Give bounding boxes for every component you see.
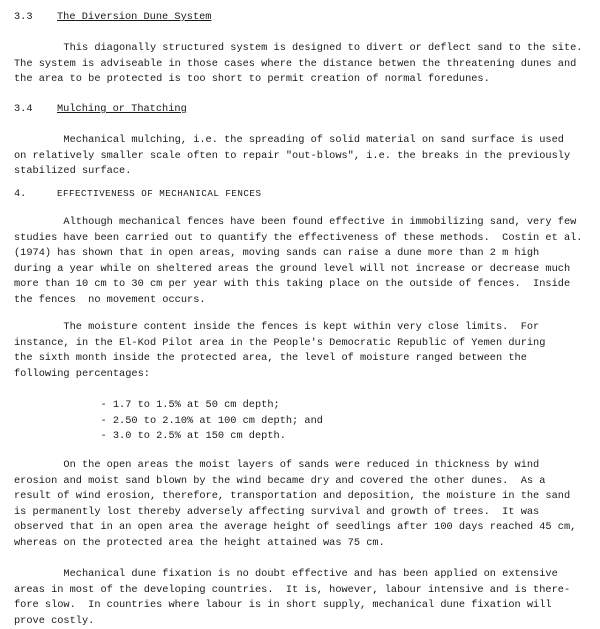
paragraph-line: during a year while on sheltered areas the ground level will not increase or decrease much: [14, 262, 571, 275]
paragraph-line: This diagonally structured system is designed to divert or deflect sand to the site.: [14, 42, 583, 54]
paragraph-line: observed that in an open area the average height of seedlings after 100 days reached 45 cm,: [14, 521, 577, 534]
paragraph-line: the fences no movement occurs.: [14, 293, 206, 306]
paragraph: [14, 133, 570, 180]
paragraph-line: stabilized surface.: [14, 165, 132, 178]
list-item: - 1.7 to 1.5% at 50 cm depth;: [14, 399, 280, 411]
paragraph-line: Although mechanical fences have been found effective in immobilizing sand, very few: [14, 216, 577, 228]
list-item: - 2.50 to 2.10% at 100 cm depth; and: [14, 414, 323, 427]
paragraph-line: areas in most of the developing countries. It is, however, labour intensive and is there-: [14, 583, 571, 596]
paragraph: [14, 458, 576, 552]
paragraph-line: the sixth month inside the protected area, the level of moisture ranged between the: [14, 352, 527, 365]
paragraph-line: following percentages:: [14, 367, 150, 380]
paragraph-line: on relatively smaller scale often to repair "out-blows", i.e. the breaks in the previously: [14, 149, 571, 162]
paragraph-line: is permanently lost thereby adversely affecting survival and growth of trees. It was: [14, 505, 540, 518]
section-title: EFFECTIVENESS OF MECHANICAL FENCES: [57, 188, 262, 199]
paragraph-line: Mechanical dune fixation is no doubt effective and has been applied on extensive: [14, 568, 558, 580]
paragraph-line: erosion and moist sand blown by the wind became dry and covered the other dunes. As a: [14, 474, 546, 487]
paragraph-line: studies have been carried out to quantify the effectiveness of these methods. Costin et al.: [14, 231, 583, 244]
paragraph-line: The moisture content inside the fences is kept within very close limits. For: [14, 321, 540, 333]
paragraph: [14, 320, 545, 382]
section-title: Mulching or Thatching: [57, 103, 187, 115]
section-number: 3.4: [14, 103, 33, 115]
section-heading: [14, 188, 574, 204]
paragraph-line: Mechanical mulching, i.e. the spreading of solid material on sand surface is used: [14, 134, 564, 146]
paragraph-line: more than 10 cm to 30 cm per year with this taking place on the outside of fences. Inside: [14, 278, 571, 291]
paragraph-line: instance, in the El-Kod Pilot area in the People's Democratic Republic of Yemen during: [14, 336, 546, 349]
paragraph-line: the area to be protected is too short to permit creation of normal foredunes.: [14, 73, 490, 86]
paragraph: [14, 215, 582, 309]
section-number: 3.3: [14, 11, 33, 23]
section-heading: [14, 103, 574, 119]
paragraph-line: On the open areas the moist layers of sands were reduced in thickness by wind: [14, 459, 540, 471]
paragraph-line: whereas on the protected area the height attained was 75 cm.: [14, 536, 385, 549]
paragraph-line: The system is adviseable in those cases where the distance betwen the threatening dunes and: [14, 57, 577, 70]
paragraph-line: result of wind erosion, therefore, transportation and deposition, the moisture in the sand: [14, 490, 571, 503]
paragraph-line: (1974) has shown that in open areas, moving sands can raise a dune more than 2 m high: [14, 247, 540, 260]
list-item: - 3.0 to 2.5% at 150 cm depth.: [14, 430, 286, 443]
moisture-list: [14, 398, 323, 445]
paragraph-line: prove costly.: [14, 614, 95, 627]
paragraph: [14, 41, 582, 88]
paragraph-line: fore slow. In countries where labour is in short supply, mechanical dune fixation will: [14, 599, 552, 612]
section-heading: [14, 11, 574, 27]
section-title: The Diversion Dune System: [57, 11, 212, 23]
section-number: 4.: [14, 188, 27, 200]
